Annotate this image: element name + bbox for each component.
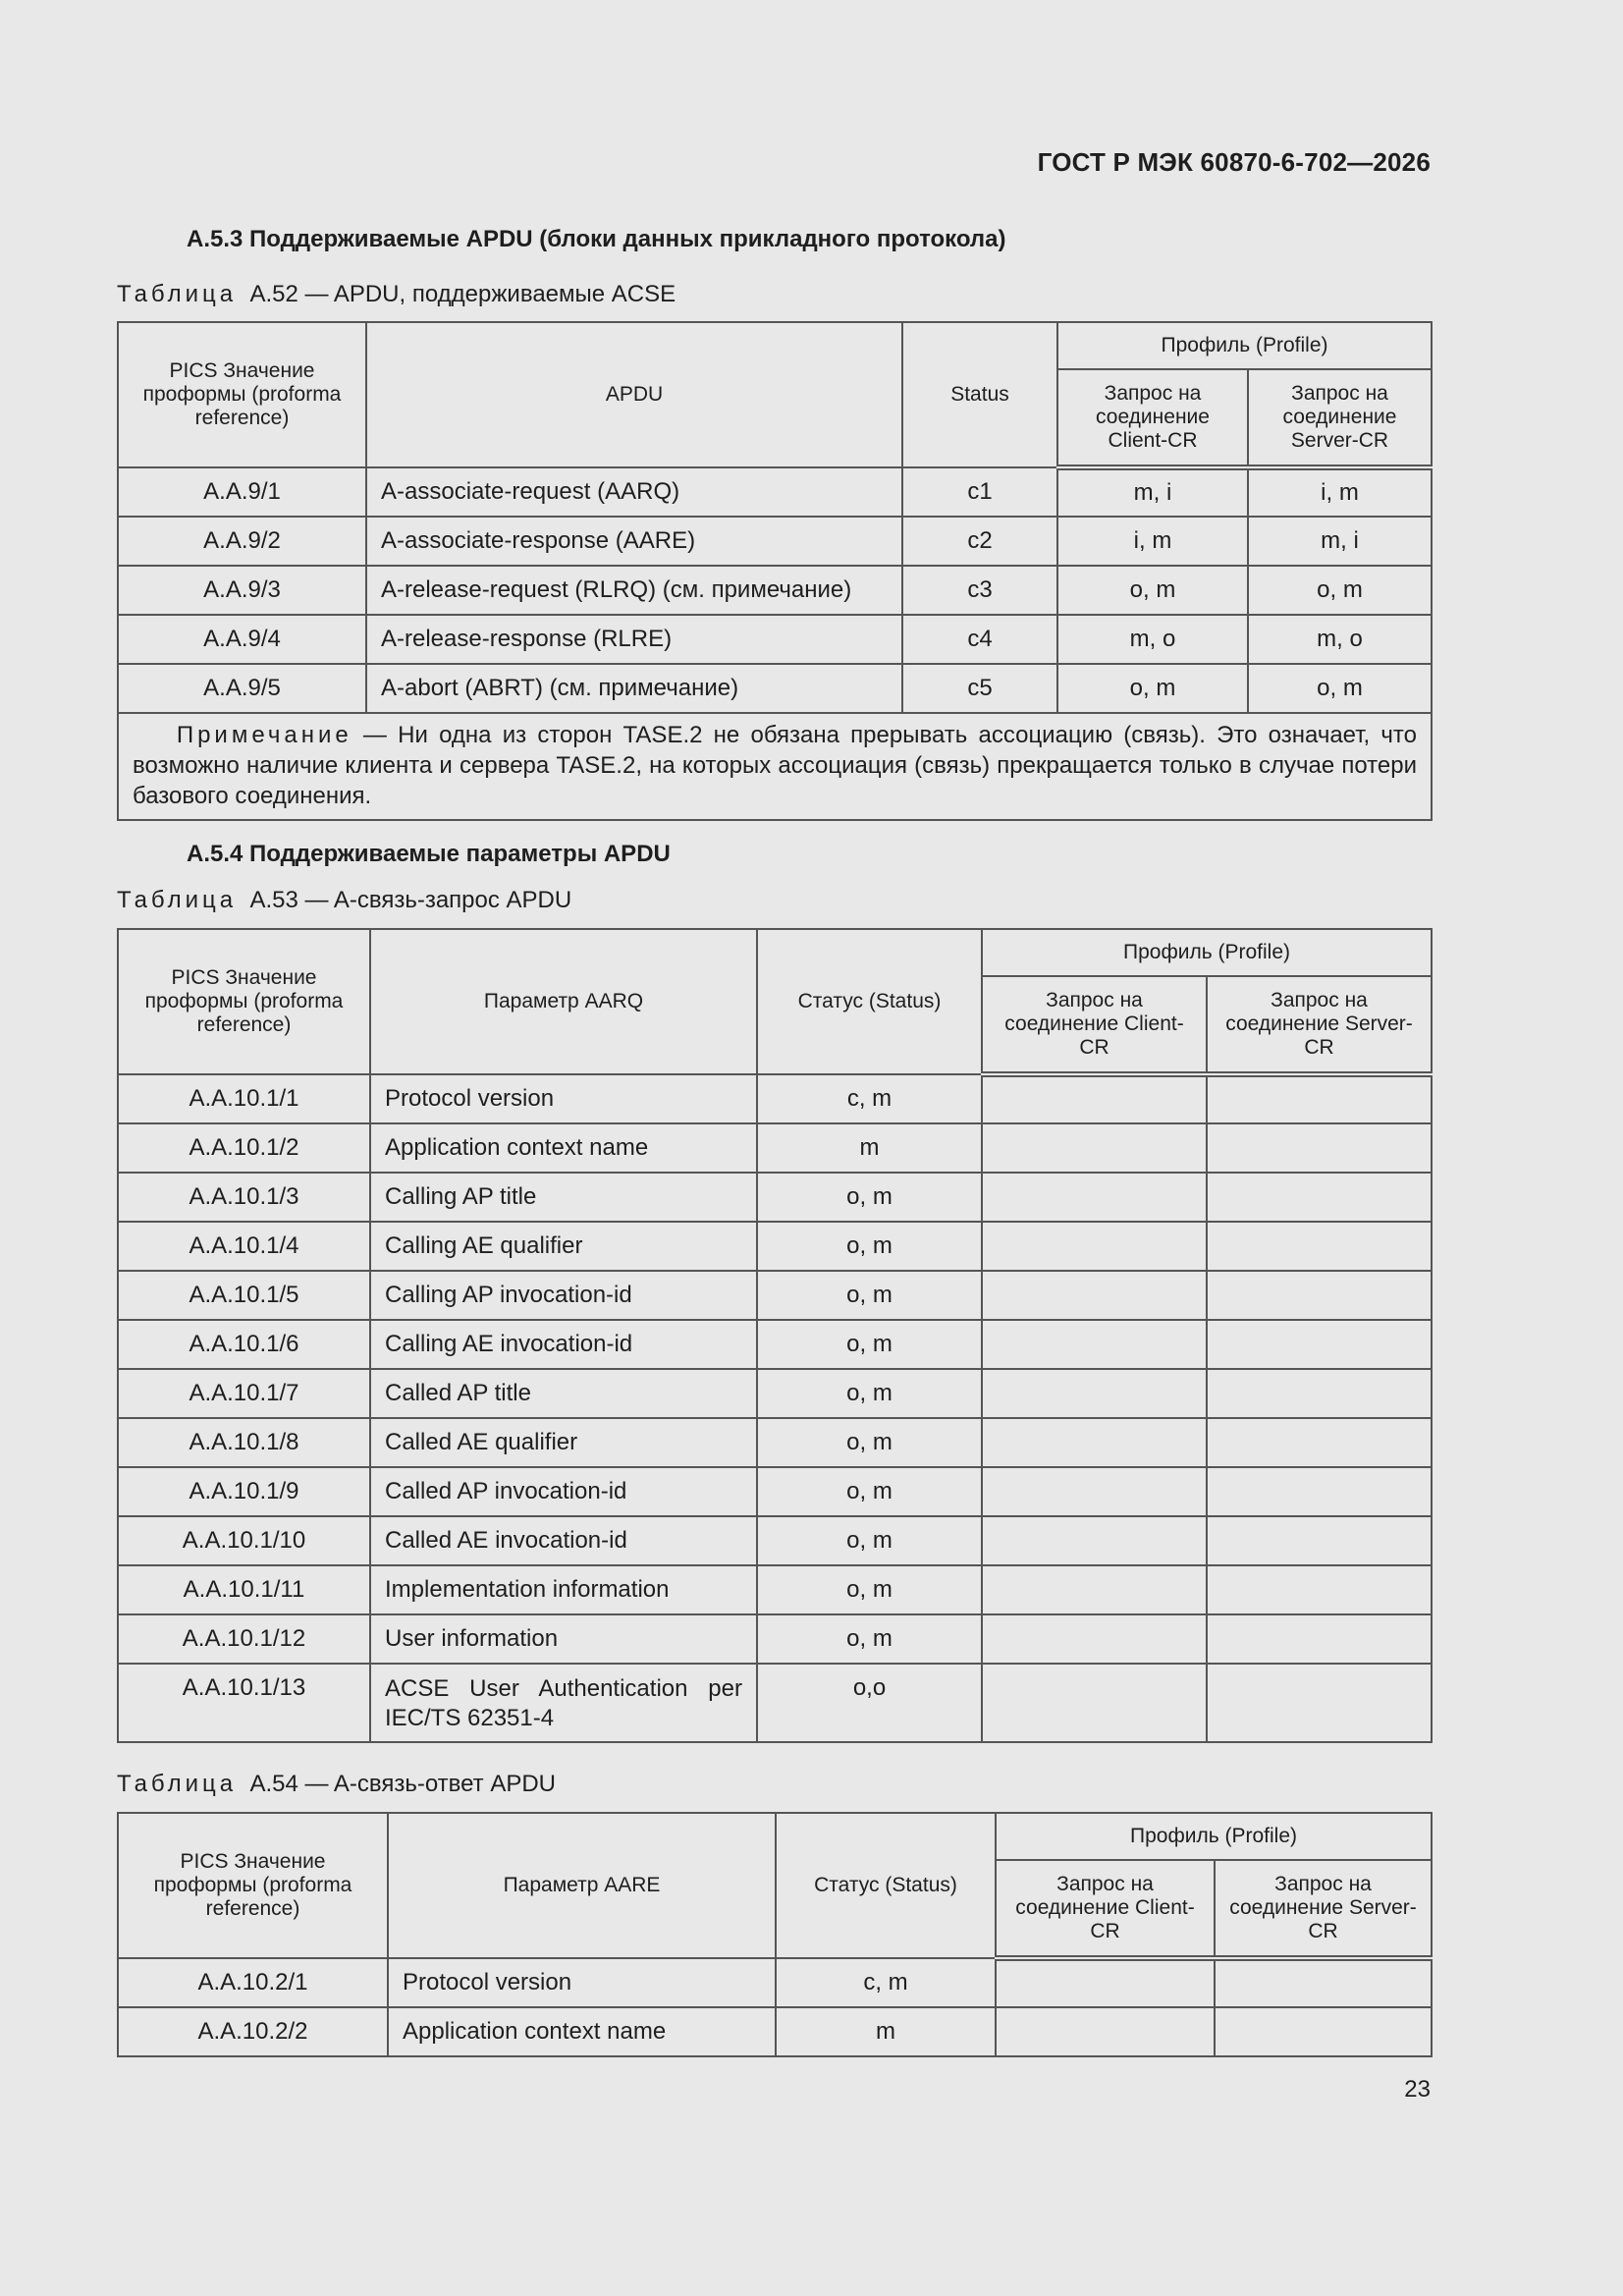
cell-server — [1207, 1173, 1432, 1222]
cell-client — [982, 1123, 1207, 1173]
cell-client — [982, 1173, 1207, 1222]
cell-status: o, m — [757, 1173, 982, 1222]
cell-client — [996, 2007, 1215, 2056]
header-apdu: APDU — [366, 322, 902, 467]
cell-server — [1207, 1516, 1432, 1565]
header-status: Status — [902, 322, 1057, 467]
cell-server — [1207, 1369, 1432, 1418]
cell-ref: A.A.10.1/10 — [118, 1516, 370, 1565]
cell-status: o, m — [757, 1222, 982, 1271]
cell-param: Called AP title — [370, 1369, 757, 1418]
caption-text: A.54 — A-связь-ответ APDU — [249, 1771, 556, 1797]
cell-status: o, m — [757, 1516, 982, 1565]
page-number: 23 — [1404, 2076, 1431, 2103]
cell-ref: A.A.10.1/6 — [118, 1320, 370, 1369]
table-54-caption — [117, 1771, 556, 1798]
cell-server: o, m — [1248, 566, 1432, 615]
cell-ref: A.A.10.1/13 — [118, 1664, 370, 1742]
cell-client — [982, 1516, 1207, 1565]
table-row — [118, 566, 1432, 615]
cell-client — [982, 1467, 1207, 1516]
cell-status: o, m — [757, 1614, 982, 1664]
cell-param: Called AE invocation-id — [370, 1516, 757, 1565]
cell-status: o, m — [757, 1320, 982, 1369]
cell-server — [1215, 2007, 1432, 2056]
cell-server — [1207, 1074, 1432, 1123]
cell-param-line2: IEC/TS 62351-4 — [385, 1705, 555, 1731]
cell-apdu: A-associate-request (AARQ) — [366, 467, 902, 517]
note-text: — Ни одна из сторон TASE.2 не обязана прерывать ассоциацию (связь). Это означает, что возможно наличие клиента и сервера TASE.2, на которых ассоциация (связь) прекращается только в случае потери базового соединения. — [133, 722, 1417, 809]
table-row — [118, 1418, 1432, 1467]
cell-client — [982, 1074, 1207, 1123]
table-row — [118, 1369, 1432, 1418]
table-row — [118, 517, 1432, 566]
table-row — [118, 1614, 1432, 1664]
table-row — [118, 1074, 1432, 1123]
cell-apdu: A-associate-response (AARE) — [366, 517, 902, 566]
cell-client: m, i — [1057, 467, 1248, 517]
cell-status: c3 — [902, 566, 1057, 615]
cell-param: Calling AP invocation-id — [370, 1271, 757, 1320]
cell-ref: A.A.9/1 — [118, 467, 366, 517]
cell-client: o, m — [1057, 664, 1248, 713]
cell-status: o, m — [757, 1418, 982, 1467]
table-row — [118, 1222, 1432, 1271]
table-note — [118, 713, 1432, 820]
caption-word: Таблица — [117, 281, 238, 307]
table-row — [118, 2007, 1432, 2056]
cell-client — [982, 1271, 1207, 1320]
cell-ref: A.A.10.1/3 — [118, 1173, 370, 1222]
table-52-caption — [117, 281, 676, 308]
note-word: Примечание — [176, 722, 352, 748]
cell-ref: A.A.10.1/12 — [118, 1614, 370, 1664]
cell-param — [370, 1664, 757, 1742]
cell-status: c5 — [902, 664, 1057, 713]
header-profile: Профиль (Profile) — [996, 1813, 1432, 1860]
table-52 — [117, 321, 1433, 821]
header-pics: PICS Значение проформы (proforma reference) — [118, 322, 366, 467]
table-row — [118, 1271, 1432, 1320]
caption-word: Таблица — [117, 1771, 238, 1797]
header-status: Статус (Status) — [757, 929, 982, 1074]
table-53-caption — [117, 887, 571, 914]
cell-status: c2 — [902, 517, 1057, 566]
cell-param: User information — [370, 1614, 757, 1664]
section-title-a53: A.5.3 Поддерживаемые APDU (блоки данных прикладного протокола) — [187, 226, 1006, 252]
cell-client — [982, 1320, 1207, 1369]
cell-status: c, m — [776, 1958, 996, 2007]
cell-ref: A.A.9/2 — [118, 517, 366, 566]
table-row — [118, 1467, 1432, 1516]
cell-param: Protocol version — [370, 1074, 757, 1123]
header-server-cr: Запрос на соединение Server-CR — [1215, 1860, 1432, 1958]
cell-server — [1207, 1123, 1432, 1173]
cell-status: o, m — [757, 1565, 982, 1614]
cell-client: i, m — [1057, 517, 1248, 566]
cell-server — [1207, 1467, 1432, 1516]
cell-param-line1: ACSE User Authentication per — [385, 1675, 742, 1702]
cell-server — [1207, 1614, 1432, 1664]
cell-ref: A.A.10.2/2 — [118, 2007, 388, 2056]
header-client-cr: Запрос на соединение Client-CR — [1057, 369, 1248, 467]
cell-client: m, o — [1057, 615, 1248, 664]
cell-ref: A.A.10.1/7 — [118, 1369, 370, 1418]
header-client-cr: Запрос на соединение Client-CR — [982, 976, 1207, 1074]
section-title-a54: A.5.4 Поддерживаемые параметры APDU — [187, 841, 671, 867]
table-row — [118, 664, 1432, 713]
table-row — [118, 1565, 1432, 1614]
cell-status: o, m — [757, 1467, 982, 1516]
cell-status: c4 — [902, 615, 1057, 664]
cell-apdu: A-release-request (RLRQ) (см. примечание) — [366, 566, 902, 615]
cell-client — [996, 1958, 1215, 2007]
cell-status: o,o — [757, 1664, 982, 1742]
cell-client — [982, 1664, 1207, 1742]
cell-param: Implementation information — [370, 1565, 757, 1614]
caption-word: Таблица — [117, 887, 238, 913]
cell-ref: A.A.10.1/5 — [118, 1271, 370, 1320]
cell-param: Protocol version — [388, 1958, 776, 2007]
header-param: Параметр AARE — [388, 1813, 776, 1958]
cell-ref: A.A.10.1/11 — [118, 1565, 370, 1614]
cell-param: Application context name — [388, 2007, 776, 2056]
cell-status: c, m — [757, 1074, 982, 1123]
table-note-row — [118, 713, 1432, 820]
cell-server: m, o — [1248, 615, 1432, 664]
cell-param: Calling AE qualifier — [370, 1222, 757, 1271]
cell-server — [1207, 1222, 1432, 1271]
header-profile: Профиль (Profile) — [1057, 322, 1432, 369]
cell-ref: A.A.10.1/2 — [118, 1123, 370, 1173]
table-53 — [117, 928, 1433, 1743]
cell-apdu: A-abort (ABRT) (см. примечание) — [366, 664, 902, 713]
cell-ref: A.A.10.1/4 — [118, 1222, 370, 1271]
cell-server: o, m — [1248, 664, 1432, 713]
cell-apdu: A-release-response (RLRE) — [366, 615, 902, 664]
header-status: Статус (Status) — [776, 1813, 996, 1958]
table-row — [118, 1664, 1432, 1742]
cell-client — [982, 1418, 1207, 1467]
header-client-cr: Запрос на соединение Client-CR — [996, 1860, 1215, 1958]
table-row — [118, 1173, 1432, 1222]
cell-param: Called AE qualifier — [370, 1418, 757, 1467]
table-row — [118, 1958, 1432, 2007]
cell-client — [982, 1565, 1207, 1614]
table-row — [118, 467, 1432, 517]
cell-param: Calling AP title — [370, 1173, 757, 1222]
cell-status: m — [776, 2007, 996, 2056]
cell-status: m — [757, 1123, 982, 1173]
cell-server — [1207, 1664, 1432, 1742]
caption-text: A.53 — A-связь-запрос APDU — [249, 887, 572, 913]
cell-param: Called AP invocation-id — [370, 1467, 757, 1516]
table-row — [118, 615, 1432, 664]
header-pics: PICS Значение проформы (proforma reference) — [118, 929, 370, 1074]
cell-ref: A.A.9/5 — [118, 664, 366, 713]
cell-ref: A.A.9/4 — [118, 615, 366, 664]
cell-server: m, i — [1248, 517, 1432, 566]
table-row — [118, 1123, 1432, 1173]
cell-param: Calling AE invocation-id — [370, 1320, 757, 1369]
header-param: Параметр AARQ — [370, 929, 757, 1074]
cell-client — [982, 1614, 1207, 1664]
cell-ref: A.A.10.2/1 — [118, 1958, 388, 2007]
document-header: ГОСТ Р МЭК 60870-6-702—2026 — [1037, 147, 1431, 177]
table-row — [118, 1320, 1432, 1369]
cell-ref: A.A.10.1/1 — [118, 1074, 370, 1123]
cell-client — [982, 1222, 1207, 1271]
table-54 — [117, 1812, 1433, 2057]
cell-status: c1 — [902, 467, 1057, 517]
header-server-cr: Запрос на соединение Server-CR — [1248, 369, 1432, 467]
cell-status: o, m — [757, 1369, 982, 1418]
header-profile: Профиль (Profile) — [982, 929, 1432, 976]
cell-server — [1207, 1320, 1432, 1369]
header-pics: PICS Значение проформы (proforma reference) — [118, 1813, 388, 1958]
cell-ref: A.A.10.1/9 — [118, 1467, 370, 1516]
cell-server — [1207, 1418, 1432, 1467]
cell-client: o, m — [1057, 566, 1248, 615]
cell-server — [1207, 1565, 1432, 1614]
cell-param: Application context name — [370, 1123, 757, 1173]
table-row — [118, 1516, 1432, 1565]
cell-status: o, m — [757, 1271, 982, 1320]
cell-server — [1207, 1271, 1432, 1320]
cell-client — [982, 1369, 1207, 1418]
cell-ref: A.A.10.1/8 — [118, 1418, 370, 1467]
header-server-cr: Запрос на соединение Server-CR — [1207, 976, 1432, 1074]
caption-text: A.52 — APDU, поддерживаемые ACSE — [249, 281, 676, 307]
cell-ref: A.A.9/3 — [118, 566, 366, 615]
cell-server — [1215, 1958, 1432, 2007]
cell-server: i, m — [1248, 467, 1432, 517]
